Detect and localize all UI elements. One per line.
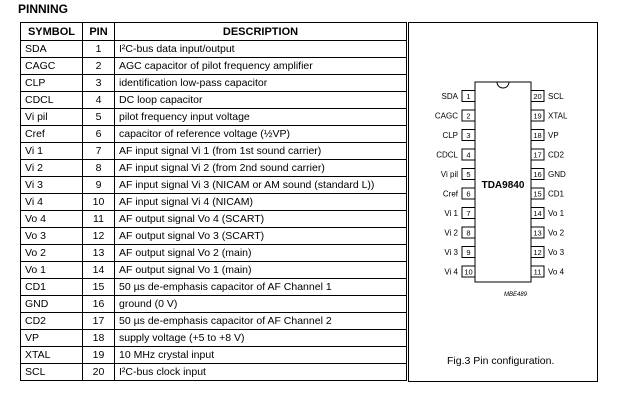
symbol-cell: CDCL	[21, 92, 83, 109]
pin-number: 9	[466, 248, 471, 257]
symbol-cell: Vo 3	[21, 228, 83, 245]
pin-cell: 4	[83, 92, 115, 109]
pin-cell: 13	[83, 245, 115, 262]
description-cell: ground (0 V)	[115, 296, 407, 313]
table-row	[21, 313, 407, 330]
pin-cell: 3	[83, 75, 115, 92]
table-row	[21, 58, 407, 75]
table-header-row	[21, 23, 407, 41]
description-cell: pilot frequency input voltage	[115, 109, 407, 126]
pin-cell: 14	[83, 262, 115, 279]
symbol-cell: GND	[21, 296, 83, 313]
pin-label: CDCL	[436, 150, 458, 160]
symbol-cell: Vo 4	[21, 211, 83, 228]
pin-cell: 15	[83, 279, 115, 296]
pin-number: 16	[533, 170, 542, 179]
pin-cell: 11	[83, 211, 115, 228]
table-row	[21, 143, 407, 160]
symbol-cell: CD1	[21, 279, 83, 296]
table-row	[21, 245, 407, 262]
chip-notch	[497, 82, 509, 88]
pin-number: 13	[533, 228, 542, 238]
symbol-cell: Vi pil	[21, 109, 83, 126]
pin-label: Vi 3	[444, 248, 458, 257]
table-row	[21, 279, 407, 296]
table-row	[21, 177, 407, 194]
description-cell: AF output signal Vo 1 (main)	[115, 262, 407, 279]
header-pin: PIN	[83, 23, 115, 41]
symbol-cell: Vi 2	[21, 160, 83, 177]
symbol-cell: XTAL	[21, 347, 83, 364]
pin-label: GND	[548, 170, 566, 179]
pin-label: Vo 3	[548, 248, 565, 257]
pin-cell: 10	[83, 194, 115, 211]
symbol-cell: Vi 4	[21, 194, 83, 211]
symbol-cell: SDA	[21, 41, 83, 58]
pin-cell: 16	[83, 296, 115, 313]
table-row	[21, 160, 407, 177]
table-row	[21, 262, 407, 279]
table-row	[21, 109, 407, 126]
pin-cell: 2	[83, 58, 115, 75]
symbol-cell: VP	[21, 330, 83, 347]
description-cell: AF output signal Vo 4 (SCART)	[115, 211, 407, 228]
description-cell: I²C-bus clock input	[115, 364, 407, 381]
pin-cell: 6	[83, 126, 115, 143]
pin-cell: 18	[83, 330, 115, 347]
pin-label: Vo 4	[548, 267, 565, 277]
table-row	[21, 228, 407, 245]
pin-number: 17	[533, 150, 542, 160]
table-row	[21, 75, 407, 92]
pin-number: 12	[533, 248, 542, 257]
pin-number: 11	[533, 267, 542, 277]
pin-label: Cref	[442, 189, 458, 199]
figure-caption: Fig.3 Pin configuration.	[447, 355, 555, 367]
pin-label: Vi 1	[444, 209, 458, 218]
chip-diagram	[409, 23, 599, 383]
pin-cell: 19	[83, 347, 115, 364]
table-row	[21, 330, 407, 347]
pin-number: 19	[533, 111, 542, 121]
chip-label: TDA9840	[481, 180, 525, 191]
pin-label: XTAL	[548, 111, 568, 121]
description-cell: AGC capacitor of pilot frequency amplifier	[115, 58, 407, 75]
symbol-cell: Vo 1	[21, 262, 83, 279]
pin-number: 2	[466, 111, 471, 121]
table-row	[21, 364, 407, 381]
description-cell: DC loop capacitor	[115, 92, 407, 109]
symbol-cell: Vi 1	[21, 143, 83, 160]
description-cell: identification low-pass capacitor	[115, 75, 407, 92]
description-cell: 50 µs de-emphasis capacitor of AF Channel 2	[115, 313, 407, 330]
pin-label: CD2	[548, 150, 565, 160]
header-symbol: SYMBOL	[21, 23, 83, 41]
description-cell: 50 µs de-emphasis capacitor of AF Channel 1	[115, 279, 407, 296]
pin-label: VP	[548, 131, 559, 140]
pin-number: 3	[466, 131, 471, 140]
pin-label: Vi 4	[444, 267, 458, 277]
description-cell: supply voltage (+5 to +8 V)	[115, 330, 407, 347]
description-cell: I²C-bus data input/output	[115, 41, 407, 58]
description-cell: AF input signal Vi 2 (from 2nd sound carrier)	[115, 160, 407, 177]
description-cell: capacitor of reference voltage (½VP)	[115, 126, 407, 143]
pin-number: 8	[466, 228, 471, 238]
pin-number: 18	[533, 131, 542, 140]
table-row	[21, 126, 407, 143]
pin-cell: 1	[83, 41, 115, 58]
pin-number: 20	[533, 92, 542, 101]
pin-cell: 20	[83, 364, 115, 381]
pin-number: 14	[533, 209, 542, 218]
table-row	[21, 41, 407, 58]
table-row	[21, 347, 407, 364]
table-row	[21, 92, 407, 109]
description-cell: AF output signal Vo 3 (SCART)	[115, 228, 407, 245]
symbol-cell: CLP	[21, 75, 83, 92]
symbol-cell: CAGC	[21, 58, 83, 75]
pin-label: CLP	[442, 131, 458, 140]
description-cell: AF input signal Vi 4 (NICAM)	[115, 194, 407, 211]
description-cell: 10 MHz crystal input	[115, 347, 407, 364]
pin-label: CAGC	[434, 111, 458, 121]
pin-cell: 8	[83, 160, 115, 177]
symbol-cell: CD2	[21, 313, 83, 330]
pin-cell: 17	[83, 313, 115, 330]
pin-label: Vi 2	[444, 228, 458, 238]
pin-label: SDA	[441, 92, 458, 101]
description-cell: AF input signal Vi 1 (from 1st sound carrier)	[115, 143, 407, 160]
table-row	[21, 211, 407, 228]
pin-cell: 9	[83, 177, 115, 194]
pin-label: Vo 2	[548, 228, 565, 238]
pin-number: 6	[466, 189, 471, 199]
table-row	[21, 194, 407, 211]
symbol-cell: Vo 2	[21, 245, 83, 262]
pin-cell: 12	[83, 228, 115, 245]
pin-number: 4	[466, 150, 471, 160]
description-cell: AF output signal Vo 2 (main)	[115, 245, 407, 262]
table-row	[21, 296, 407, 313]
pinning-table	[20, 22, 407, 381]
pin-label: CD1	[548, 189, 565, 199]
pin-cell: 7	[83, 143, 115, 160]
pin-label: Vi pil	[440, 170, 458, 179]
pin-number: 1	[466, 92, 471, 101]
pin-configuration-figure	[408, 22, 598, 382]
pin-number: 15	[533, 189, 542, 199]
pin-number: 7	[466, 209, 471, 218]
pin-label: Vo 1	[548, 209, 565, 218]
pin-cell: 5	[83, 109, 115, 126]
description-cell: AF input signal Vi 3 (NICAM or AM sound (standard L))	[115, 177, 407, 194]
pin-number: 10	[464, 267, 473, 277]
pin-number: 5	[466, 170, 471, 179]
symbol-cell: SCL	[21, 364, 83, 381]
figure-code: MBE489	[503, 292, 527, 298]
symbol-cell: Vi 3	[21, 177, 83, 194]
section-title: PINNING	[18, 2, 69, 16]
header-description: DESCRIPTION	[115, 23, 407, 41]
pin-label: SCL	[548, 92, 564, 101]
symbol-cell: Cref	[21, 126, 83, 143]
